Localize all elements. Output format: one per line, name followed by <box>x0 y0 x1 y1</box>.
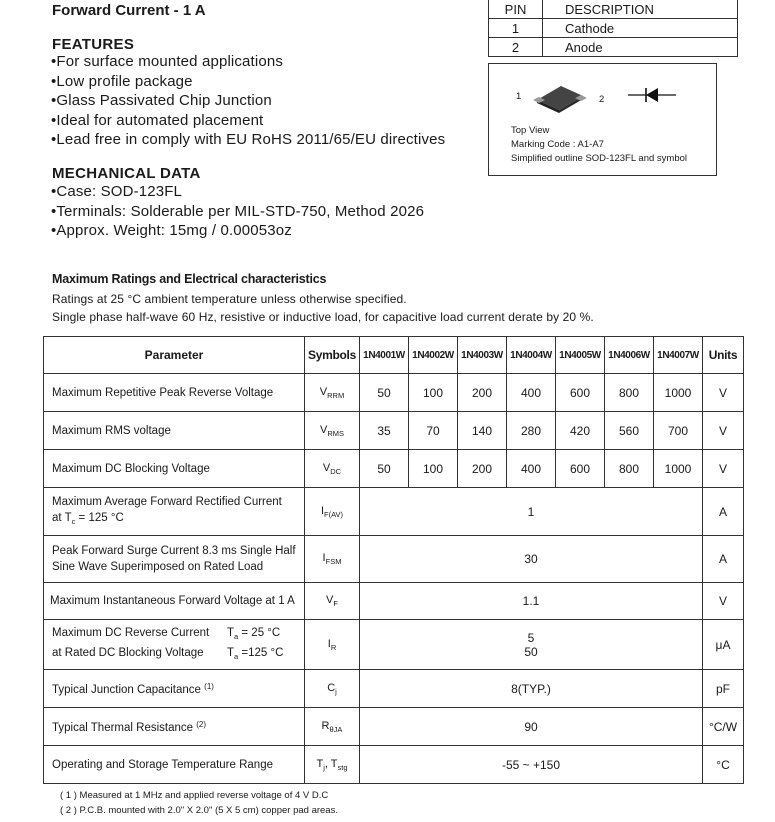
symbol-cell <box>305 708 360 746</box>
feature-item: •Lead free in comply with EU RoHS 2011/65/EU directives <box>51 131 446 148</box>
table-row <box>44 412 744 450</box>
symbol-subscript: DC <box>330 466 342 476</box>
pin-table-header <box>489 0 738 19</box>
parameter-cell <box>44 708 305 746</box>
mechanical-list <box>51 182 424 241</box>
parameter-text: Maximum DC Reverse Current <box>52 626 210 639</box>
pin-row <box>489 19 738 38</box>
symbol-subscript: FSM <box>325 557 342 566</box>
unit-cell: °C/W <box>703 708 744 746</box>
value-cell: 1000 <box>654 450 703 488</box>
symbol-letter: I <box>322 552 326 564</box>
symbol-letter: V <box>319 385 328 398</box>
unit-cell: V <box>703 374 744 412</box>
value-cell: 100 <box>409 374 458 412</box>
outline-caption-marking: Marking Code : A1-A7 <box>511 139 604 150</box>
value-cell: 400 <box>507 450 556 488</box>
symbol-letter: C <box>327 681 336 694</box>
value-cell: 200 <box>458 450 507 488</box>
footnote-reference: (1) <box>204 682 214 691</box>
table-row <box>44 746 744 784</box>
pin-description: Anode <box>543 38 738 57</box>
parameter-line <box>52 625 304 645</box>
pin1-label: 1 <box>516 91 522 102</box>
value-cell: 30 <box>360 536 703 583</box>
symbol-subscript: RMS <box>327 428 344 438</box>
table-row <box>44 374 744 412</box>
unit-cell: V <box>703 450 744 488</box>
value-cell: 420 <box>556 412 605 450</box>
condition-text: at T <box>52 511 72 524</box>
value-cell: 600 <box>556 450 605 488</box>
value-cell: 280 <box>507 412 556 450</box>
condition-text: = 125 °C <box>75 511 124 524</box>
symbols-header: Symbols <box>305 337 360 374</box>
mechanical-item: •Terminals: Solderable per MIL-STD-750, Method 2026 <box>51 202 425 220</box>
condition-subscript: c <box>71 516 76 526</box>
ratings-note: Single phase half-wave 60 Hz, resistive or inductive load, for capacitive load current derate by 20 %. <box>52 310 594 324</box>
symbol-cell <box>305 670 360 708</box>
value-cell: 70 <box>409 412 458 450</box>
unit-cell: μA <box>703 620 744 670</box>
description-header: DESCRIPTION <box>543 0 738 19</box>
part-number-header: 1N4007W <box>654 337 703 374</box>
table-row <box>44 620 744 670</box>
ratings-note: Ratings at 25 °C ambient temperature unless otherwise specified. <box>52 292 407 306</box>
symbol-cell <box>305 536 360 583</box>
value-line: 5 <box>527 630 535 645</box>
symbol-subscript: F(AV) <box>324 509 344 519</box>
value-cell: 560 <box>605 412 654 450</box>
unit-cell: V <box>703 583 744 620</box>
value-cell: 700 <box>654 412 703 450</box>
pin-number: 1 <box>489 19 543 38</box>
symbol-cell <box>305 620 360 670</box>
parameter-cell: Maximum RMS voltage <box>44 412 305 450</box>
value-cell: 400 <box>507 374 556 412</box>
footnote: ( 2 ) P.C.B. mounted with 2.0" X 2.0" (5 X 5 cm) copper pad areas. <box>60 805 338 816</box>
symbol-subscript: R <box>330 642 337 652</box>
condition-subscript: a <box>234 631 239 641</box>
value-cell: 800 <box>605 374 654 412</box>
symbol-cell <box>305 488 360 536</box>
value-cell: 1.1 <box>360 583 703 620</box>
pin2-label: 2 <box>599 94 605 105</box>
symbol-letter: T <box>316 757 324 770</box>
part-number-header: 1N4001W <box>360 337 409 374</box>
part-number-header: 1N4004W <box>507 337 556 374</box>
unit-cell: pF <box>703 670 744 708</box>
mechanical-heading: MECHANICAL DATA <box>52 165 201 182</box>
feature-item: •Ideal for automated placement <box>51 111 264 129</box>
mechanical-item: •Approx. Weight: 15mg / 0.00053oz <box>51 222 292 239</box>
pin-row <box>489 38 738 57</box>
condition-text: =125 °C <box>238 646 284 659</box>
pin-header: PIN <box>489 0 543 19</box>
symbol-letter: I <box>320 504 325 517</box>
symbol-letter: , T <box>324 757 338 770</box>
outline-caption-view: Top View <box>511 125 550 136</box>
symbol-subscript: stg <box>337 762 348 772</box>
unit-cell: °C <box>703 746 744 784</box>
table-row <box>44 536 744 583</box>
condition-text: T <box>227 626 235 639</box>
symbol-subscript: θJA <box>329 724 343 734</box>
feature-item: •For surface mounted applications <box>51 53 283 70</box>
parameter-line: Peak Forward Surge Current 8.3 ms Single Half <box>52 545 296 557</box>
parameter-header: Parameter <box>44 337 305 374</box>
table-row <box>44 708 744 746</box>
table-row <box>44 583 744 620</box>
diode-symbol-icon <box>628 86 676 104</box>
symbol-subscript: j <box>335 686 337 696</box>
value-cell: 50 <box>360 374 409 412</box>
parameter-cell <box>44 620 305 670</box>
symbol-subscript: RRM <box>327 390 345 400</box>
parameter-line <box>52 510 304 530</box>
value-cell: 140 <box>458 412 507 450</box>
value-cell <box>360 620 703 670</box>
symbol-cell <box>305 746 360 784</box>
value-cell: 8(TYP.) <box>360 670 703 708</box>
symbol-letter: V <box>319 423 328 436</box>
parameter-cell: Maximum Instantaneous Forward Voltage at 1 A <box>44 583 305 620</box>
pin-number: 2 <box>489 38 543 57</box>
condition-text: = 25 °C <box>238 626 281 639</box>
table-row <box>44 670 744 708</box>
symbol-letter: I <box>327 637 331 650</box>
parameter-line <box>52 645 304 665</box>
symbol-cell <box>305 412 360 450</box>
parameter-text: at Rated DC Blocking Voltage <box>52 646 204 659</box>
parameter-cell: Maximum Repetitive Peak Reverse Voltage <box>44 374 305 412</box>
value-cell: 200 <box>458 374 507 412</box>
table-row <box>44 488 744 536</box>
package-outline-box <box>488 63 717 176</box>
parameter-text: Typical Junction Capacitance <box>52 684 201 696</box>
footnote: ( 1 ) Measured at 1 MHz and applied reverse voltage of 4 V D.C <box>60 790 329 801</box>
units-header: Units <box>703 337 744 374</box>
value-cell: 35 <box>360 412 409 450</box>
parameter-line: Sine Wave Superimposed on Rated Load <box>52 561 264 573</box>
condition-text: T <box>227 646 235 659</box>
footnote-reference: (2) <box>196 720 207 729</box>
part-number-header: 1N4006W <box>605 337 654 374</box>
features-heading: FEATURES <box>52 36 135 53</box>
value-cell: 1000 <box>654 374 703 412</box>
ratings-table <box>43 336 744 784</box>
condition-subscript: a <box>234 651 239 661</box>
outline-caption-description: Simplified outline SOD-123FL and symbol <box>511 153 688 164</box>
part-number-header: 1N4002W <box>409 337 458 374</box>
symbol-cell <box>305 450 360 488</box>
table-header-row <box>44 337 744 374</box>
value-cell: 90 <box>360 708 703 746</box>
symbol-cell <box>305 583 360 620</box>
mechanical-item: •Case: SOD-123FL <box>51 183 183 200</box>
unit-cell: A <box>703 536 744 583</box>
symbol-subscript: j <box>323 762 325 772</box>
value-cell: -55 ~ +150 <box>360 746 703 784</box>
value-cell: 100 <box>409 450 458 488</box>
unit-cell: A <box>703 488 744 536</box>
parameter-cell <box>44 670 305 708</box>
value-line: 50 <box>524 644 538 659</box>
symbol-letter: V <box>326 594 334 606</box>
parameter-cell: Maximum DC Blocking Voltage <box>44 450 305 488</box>
value-cell: 800 <box>605 450 654 488</box>
value-cell: 600 <box>556 374 605 412</box>
parameter-text: Typical Thermal Resistance <box>52 722 194 734</box>
ratings-title: Maximum Ratings and Electrical characteristics <box>52 272 327 286</box>
feature-item: •Glass Passivated Chip Junction <box>51 92 272 109</box>
pin-description: Cathode <box>543 19 738 38</box>
symbol-subscript: F <box>333 599 338 608</box>
table-row <box>44 450 744 488</box>
page-title: Forward Current - 1 A <box>52 2 206 19</box>
parameter-cell <box>44 536 305 583</box>
symbol-letter: V <box>322 461 331 474</box>
parameter-line: Maximum Average Forward Rectified Current <box>52 495 282 508</box>
part-number-header: 1N4003W <box>458 337 507 374</box>
parameter-cell <box>44 488 305 536</box>
sod123fl-package-icon <box>531 78 589 114</box>
unit-cell: V <box>703 412 744 450</box>
features-list <box>51 52 445 150</box>
parameter-cell: Operating and Storage Temperature Range <box>44 746 305 784</box>
pin-table <box>488 0 738 57</box>
symbol-letter: R <box>321 719 330 732</box>
feature-item: •Low profile package <box>51 72 193 90</box>
symbol-cell <box>305 374 360 412</box>
value-cell: 50 <box>360 450 409 488</box>
part-number-header: 1N4005W <box>556 337 605 374</box>
value-cell: 1 <box>360 488 703 536</box>
